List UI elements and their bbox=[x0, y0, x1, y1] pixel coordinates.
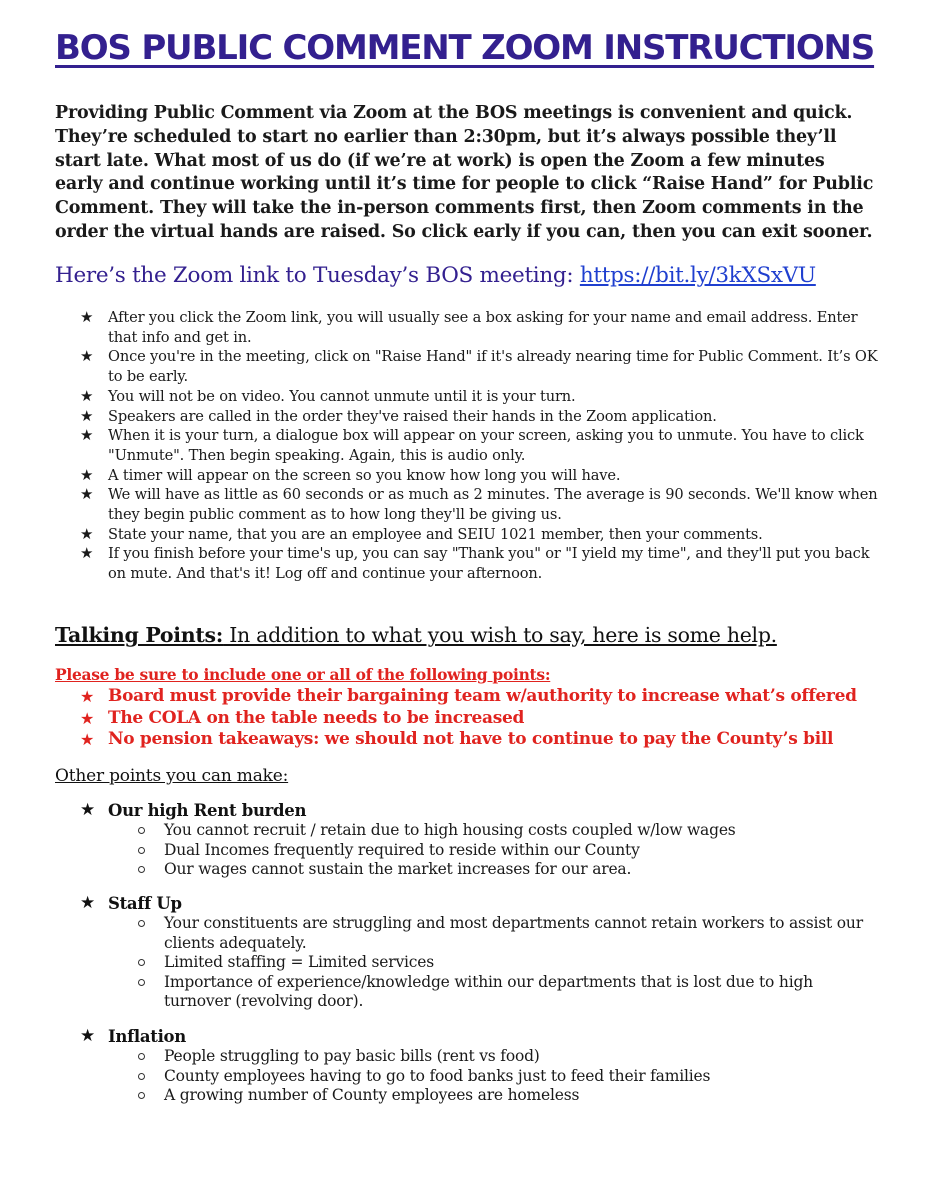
circle-icon bbox=[138, 979, 145, 986]
circle-icon bbox=[138, 1092, 145, 1099]
talking-points-heading bbox=[55, 623, 777, 647]
instruction-list bbox=[80, 308, 880, 584]
required-points-heading: Please be sure to include one or all of the following points: bbox=[55, 665, 551, 684]
star-icon: ★ bbox=[80, 465, 94, 484]
circle-icon bbox=[138, 1053, 145, 1060]
star-icon: ★ bbox=[80, 730, 95, 750]
zoom-link-label: Here’s the Zoom link to Tuesday’s BOS meeting: bbox=[55, 263, 580, 288]
list-item: ★ After you click the Zoom link, you will usually see a box asking for your name and email address. Enter that info and get in. bbox=[80, 308, 858, 346]
list-item: Limited staffing = Limited services bbox=[80, 953, 880, 973]
star-icon: ★ bbox=[80, 406, 94, 425]
list-item: ★ Board must provide their bargaining team w/authority to increase what’s offered bbox=[80, 686, 857, 706]
list-item: ★ You will not be on video. You cannot unmute until it is your turn. bbox=[80, 386, 576, 405]
star-icon: ★ bbox=[80, 687, 95, 706]
required-points-list bbox=[80, 686, 880, 751]
star-icon: ★ bbox=[80, 347, 94, 366]
list-item: ★ If you finish before your time's up, you can say "Thank you" or "I yield my time", and they'll put you back on mute. And that's it! Log off and continue your afternoon. bbox=[80, 544, 870, 583]
list-item: County employees having to go to food banks just to feed their families bbox=[80, 1067, 880, 1087]
intro-paragraph: Providing Public Comment via Zoom at the BOS meetings is convenient and quick. They’re scheduled to start no earlier than 2:30pm, but it’s always possible they’ll start late. What most of us do (if we’re at work) is open the Zoom a few minutes early and continue working until it’s time for people to click “Raise Hand” for Public Comment. They will take the in-person comments first, then Zoom comments in the order the virtual hands are raised. So click early if you can, then you can exit sooner. bbox=[55, 103, 874, 242]
circle-icon bbox=[138, 847, 145, 854]
point-group-staff bbox=[80, 893, 880, 1012]
list-item: You cannot recruit / retain due to high housing costs coupled w/low wages bbox=[80, 821, 880, 841]
other-points-heading: Other points you can make: bbox=[55, 766, 289, 786]
star-icon: ★ bbox=[80, 800, 95, 820]
zoom-link-line bbox=[55, 263, 816, 288]
talking-points-text: In addition to what you wish to say, here is some help. bbox=[223, 623, 777, 647]
star-icon: ★ bbox=[80, 524, 94, 543]
sub-list bbox=[80, 914, 880, 1012]
page-title: BOS PUBLIC COMMENT ZOOM INSTRUCTIONS bbox=[55, 28, 875, 68]
circle-icon bbox=[138, 959, 145, 966]
list-item: ★ No pension takeaways: we should not have to continue to pay the County’s bill bbox=[80, 729, 834, 750]
list-item: ★ Speakers are called in the order they've raised their hands in the Zoom application. bbox=[80, 406, 717, 425]
group-title: ★ Our high Rent burden bbox=[80, 800, 307, 820]
list-item: ★ A timer will appear on the screen so you know how long you will have. bbox=[80, 465, 621, 484]
circle-icon bbox=[138, 827, 145, 834]
talking-points-label: Talking Points: bbox=[55, 623, 224, 647]
circle-icon bbox=[138, 920, 145, 927]
star-icon: ★ bbox=[80, 308, 94, 326]
star-icon: ★ bbox=[80, 485, 94, 504]
point-group-rent bbox=[80, 800, 880, 880]
star-icon: ★ bbox=[80, 708, 95, 728]
circle-icon bbox=[138, 866, 145, 873]
list-item: ★ When it is your turn, a dialogue box will appear on your screen, asking you to unmute. You have to click "Unmute". Then begin speaking. Again, this is audio only. bbox=[80, 426, 864, 464]
list-item: ★ The COLA on the table needs to be increased bbox=[80, 707, 525, 728]
list-item: ★ State your name, that you are an employee and SEIU 1021 member, then your comments. bbox=[80, 524, 763, 543]
sub-list bbox=[80, 821, 880, 880]
list-item: People struggling to pay basic bills (rent vs food) bbox=[80, 1047, 880, 1067]
zoom-link[interactable]: https://bit.ly/3kXSxVU bbox=[579, 263, 816, 288]
sub-list bbox=[80, 1047, 880, 1106]
group-title: ★ Staff Up bbox=[80, 893, 182, 913]
group-title: ★ Inflation bbox=[80, 1026, 186, 1046]
star-icon: ★ bbox=[80, 426, 94, 445]
list-item: ★ Once you're in the meeting, click on "Raise Hand" if it's already nearing time for Public Comment. It’s OK to be early. bbox=[80, 347, 878, 386]
circle-icon bbox=[138, 1073, 145, 1080]
point-group-inflation bbox=[80, 1026, 880, 1106]
list-item: Your constituents are struggling and most departments cannot retain workers to assist our clients adequately. bbox=[80, 914, 880, 953]
star-icon: ★ bbox=[80, 386, 94, 405]
list-item: A growing number of County employees are homeless bbox=[80, 1086, 880, 1106]
list-item: ★ We will have as little as 60 seconds or as much as 2 minutes. The average is 90 seconds. We'll know when they begin public comment as to how long they'll be giving us. bbox=[80, 485, 878, 524]
list-item: Dual Incomes frequently required to reside within our County bbox=[80, 841, 880, 861]
star-icon: ★ bbox=[80, 544, 94, 563]
list-item: Importance of experience/knowledge within our departments that is lost due to high turnover (revolving door). bbox=[80, 973, 880, 1012]
star-icon: ★ bbox=[80, 893, 95, 913]
list-item: Our wages cannot sustain the market increases for our area. bbox=[80, 860, 880, 880]
star-icon: ★ bbox=[80, 1026, 95, 1046]
